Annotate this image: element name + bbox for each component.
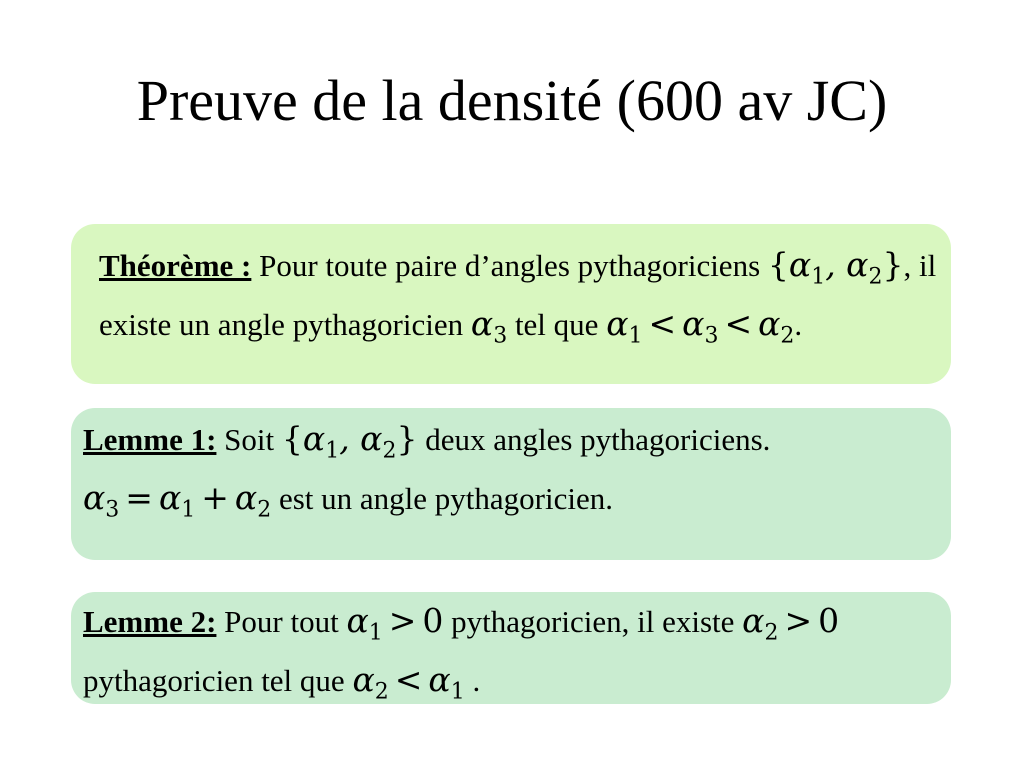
lemma2-heading: Lemme 2: (83, 604, 217, 639)
theorem-text-3: tel que (507, 306, 607, 342)
math-alpha2-less-alpha1: $\alpha_2 < \alpha_1$ (352, 659, 465, 705)
lemma2-text-2: pythagoricien, il existe (443, 604, 743, 639)
lemma2-text-4: . (464, 662, 481, 698)
math-inequality: $\alpha_1 < \alpha_3 < \alpha_2$ (606, 303, 795, 349)
math-alpha2-positive: $\alpha_2 > 0$ (742, 601, 840, 646)
lemma1-heading: Lemme 1: (83, 422, 217, 457)
theorem-text-4: . (794, 306, 803, 342)
math-sum-equation: $\alpha_3 = \alpha_1 + \alpha_2$ (83, 477, 272, 523)
math-alpha3: $\alpha_3$ (470, 303, 508, 349)
theorem-text-1: Pour toute paire d’angles pythagoriciens (251, 248, 768, 283)
math-alpha1-positive: $\alpha_1 > 0$ (346, 601, 444, 646)
slide-title: Preuve de la densité (600 av JC) (136, 68, 888, 133)
math-angle-pair: {$\alpha_1$, $\alpha_2$} (281, 419, 418, 464)
lemma1-text-3: est un angle pythagoricien. (271, 480, 613, 516)
lemma2-box (71, 592, 951, 704)
lemma1-text-2: deux angles pythagoriciens. (417, 422, 771, 457)
math-angle-pair: {$\alpha_1$, $\alpha_2$} (767, 245, 904, 290)
theorem-text-2: , il existe un angle pythagoricien (99, 248, 937, 342)
lemma1-box (71, 408, 951, 560)
theorem-heading: Théorème : (99, 248, 252, 283)
lemma2-text-1: Pour tout (216, 604, 347, 639)
theorem-box (71, 224, 951, 384)
lemma2-text-3: pythagoricien tel que (83, 662, 353, 698)
lemma1-text-1: Soit (216, 422, 282, 457)
